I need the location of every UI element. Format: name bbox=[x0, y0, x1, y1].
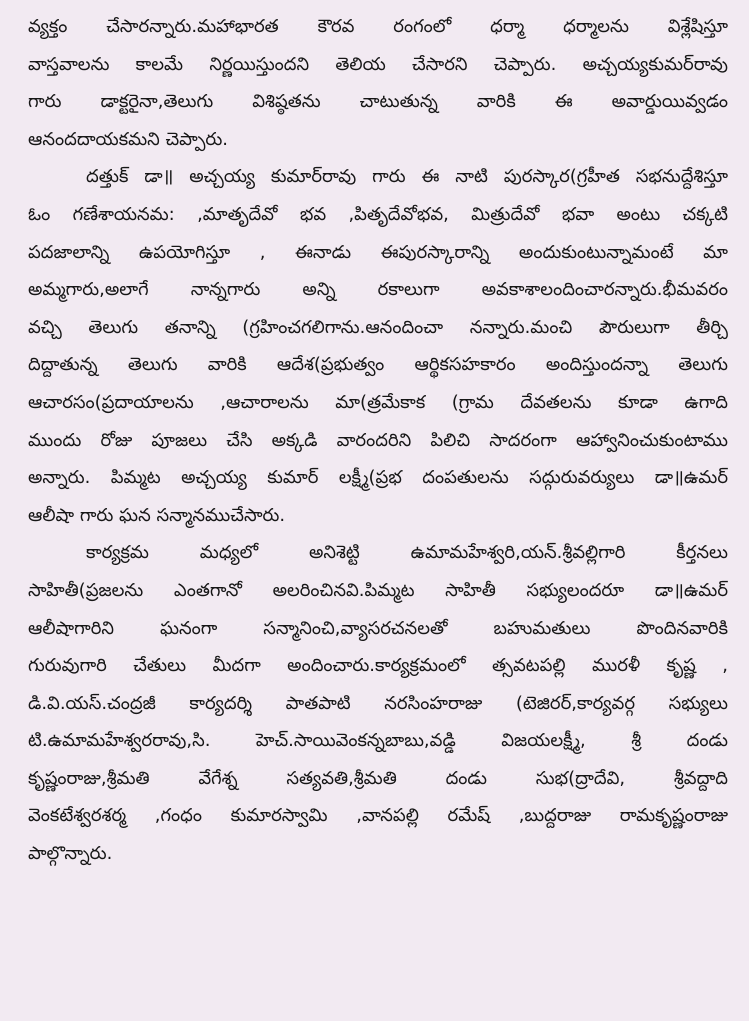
text-line: ఓం గణేశాయనమ: ,మాతృదేవో భవ ,పితృదేవోభవ, మిత్రుదేవో భవా అంటు చక్కటి bbox=[28, 203, 728, 225]
text-line: ఆలీషాగారిని ఘనంగా సన్మానించి,వ్యాసరచనలతో బహుమతులు పొందినవారికి bbox=[28, 617, 728, 639]
text-line: గురువుగారి చేతులు మీదగా అందించారు.కార్యక్రమంలో త్సవటపల్లి మురళీ కృష్ణ , bbox=[28, 655, 728, 677]
text-line: వచ్చి తెలుగు తనాన్ని (గ్రహించగలిగాను.ఆనందించా నన్నారు.మంచి పౌరులుగా తీర్చి bbox=[28, 316, 728, 338]
text-line: డి.వి.యస్.చంద్రజీ కార్యదర్శి పాతపాటి నరసింహరాజు (టెజిరర్,కార్యవర్గ సభ్యులు bbox=[28, 692, 728, 714]
text-line: కృష్ణంరాజు,శ్రీమతి వేగేశ్న సత్యవతి,శ్రీమతి దండు సుభ(ద్రాదేవి, శ్రీవద్దాది bbox=[28, 767, 728, 789]
text-line: ఆలీషా గారు ఘన సన్మానముచేసారు. bbox=[28, 504, 286, 526]
text-line: పాల్గొన్నారు. bbox=[28, 843, 113, 865]
telugu-text-body bbox=[28, 8, 728, 873]
text-line: ఆచారసం(ప్రదాయాలను ,ఆచారాలను మా(త్రమేకాక (గ్రామ దేవతలను కూడా ఉగాది bbox=[28, 391, 728, 413]
paragraph-start-line: కార్యక్రమ మధ్యలో అనిశెట్టి ఉమామహేశ్వరి,యన్.శ్రీవల్లిగారి కీర్తనలు bbox=[86, 542, 728, 564]
text-line: ఆనందదాయకమని చెప్పారు. bbox=[28, 128, 229, 150]
text-line: అన్నారు. పిమ్మట అచ్చయ్య కుమార్ లక్ష్మీ(ప్రభ దంపతులను సద్గురువర్యులు డా॥ఉమర్ bbox=[28, 467, 728, 489]
paragraph-start-line: దత్తుక్ డా॥ అచ్చయ్య కుమార్‌రావు గారు ఈ నాటి పురస్కార(గ్రహీత సభనుద్దేశిస్తూ bbox=[86, 166, 728, 188]
text-line: వ్యక్తం చేసారన్నారు.మహాభారత కౌరవ రంగంలో ధర్మా ధర్మాలను విశ్లేషిస్తూ bbox=[28, 16, 728, 37]
text-line: గారు డాక్టరైనా,తెలుగు విశిష్ఠతను చాటుతున్న వారికి ఈ అవార్డుయివ్వడం bbox=[28, 91, 728, 113]
text-line: సాహితీ(ప్రజలను ఎంతగానో అలరించినవి.పిమ్మట సాహితీ సభ్యులందరూ డా॥ఉమర్ bbox=[28, 579, 728, 601]
text-line: పదజాలాన్ని ఉపయోగిస్తూ , ఈనాడు ఈపురస్కారాన్ని అందుకుంటున్నామంటే మా bbox=[28, 241, 728, 263]
text-line: టి.ఉమామహేశ్వరరావు,సి. హెచ్.సాయివెంకన్నబాబు,వడ్డి విజయలక్ష్మీ, శ్రీ దండు bbox=[28, 730, 728, 752]
text-line: వాస్తవాలను కాలమే నిర్ణయిస్తుందని తెలియ చేసారని చెప్పారు. అచ్చయ్యకుమర్‌రావు bbox=[28, 53, 728, 75]
text-line: వెంకటేశ్వరశర్మ ,గంధం కుమారస్వామి ,వానపల్లి రమేష్ ,బుద్దరాజు రామకృష్ణంరాజు bbox=[28, 805, 728, 827]
text-line: అమ్మగారు,అలాగే నాన్నగారు అన్ని రకాలుగా అవకాశాలందించారన్నారు.భీమవరం bbox=[28, 279, 728, 301]
text-line: ముందు రోజు పూజలు చేసి అక్కడి వారందరిని పిలిచి సాదరంగా ఆహ్వానించుకుంటాము bbox=[28, 429, 728, 451]
text-line: దిద్దాతున్న తెలుగు వారికి ఆదేశ(ప్రభుత్వం ఆర్థికసహకారం అందిస్తుందన్నా తెలుగు bbox=[28, 354, 728, 376]
